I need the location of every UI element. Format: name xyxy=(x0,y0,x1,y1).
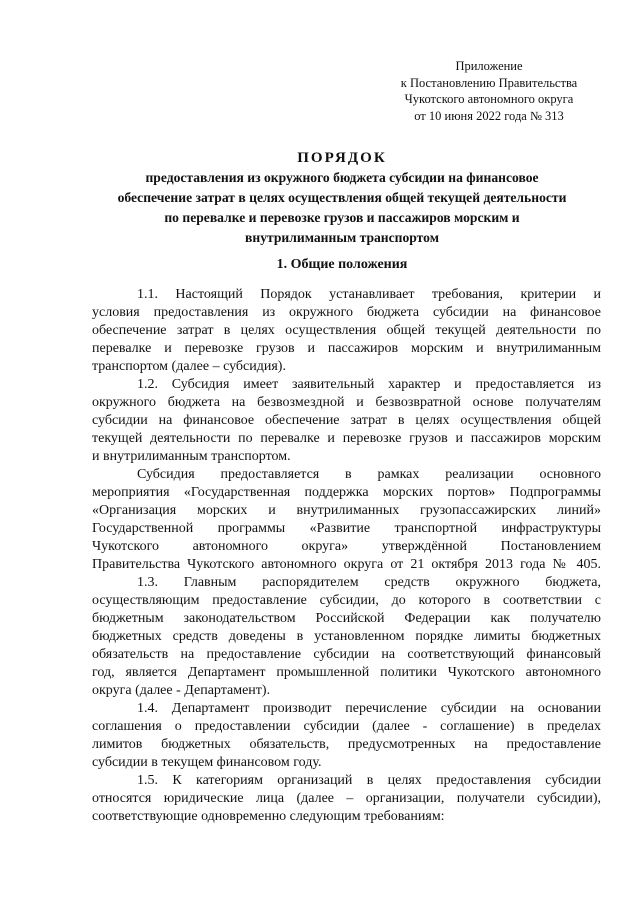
body-line: Субсидия предоставляется в рамках реализации основного xyxy=(137,467,601,482)
body-line: соглашения о предоставлении субсидии (далее - соглашение) в пределах xyxy=(92,719,601,734)
body-line: перевалке и перевозке грузов и пассажиров морским и внутрилиманным xyxy=(92,341,601,356)
subtitle-line: предоставления из окружного бюджета субсидии на финансовое xyxy=(145,170,539,185)
document-body xyxy=(92,286,601,826)
body-line: окружного бюджета на безвозмездной и безвозвратной основе получателям xyxy=(92,395,601,410)
body-line: текущей деятельности по перевалке и перевозке грузов и пассажиров морским xyxy=(92,431,601,446)
body-line: обеспечение затрат в целях осуществления общей текущей деятельности по xyxy=(92,323,601,338)
body-line: осуществляющим предоставление субсидии, до которого в соответствии с xyxy=(92,593,601,608)
body-line: соответствующие одновременно следующим требованиям: xyxy=(92,809,445,824)
subtitle-line: внутрилиманным транспортом xyxy=(245,230,439,245)
body-line: условия предоставления из окружного бюджета субсидии на финансовое xyxy=(92,305,601,320)
body-line: Государственной программы «Развитие транспортной инфраструктуры xyxy=(92,521,601,536)
section-heading: 1. Общие положения xyxy=(276,257,408,272)
appendix-line: Приложение xyxy=(455,59,523,73)
body-line: 1.2. Субсидия имеет заявительный характер и предоставляется из xyxy=(137,377,601,392)
body-line: 1.4. Департамент производит перечисление субсидии на основании xyxy=(137,701,601,716)
body-line: относятся юридические лица (далее – организации, получатели субсидии), xyxy=(92,791,601,806)
body-line: Правительства Чукотского автономного округа от 21 октября 2013 года № 405. xyxy=(92,557,601,572)
body-line: транспортом (далее – субсидия). xyxy=(92,359,286,374)
body-line: и внутрилиманным транспортом. xyxy=(92,449,291,464)
body-line: 1.1. Настоящий Порядок устанавливает требования, критерии и xyxy=(137,287,601,302)
appendix-line: Чукотского автономного округа xyxy=(404,92,574,106)
subtitle-line: обеспечение затрат в целях осуществления общей текущей деятельности xyxy=(117,190,567,205)
body-line: бюджетных средств доведены в установленном порядке лимиты бюджетных xyxy=(92,629,601,644)
body-line: 1.3. Главным распорядителем средств окружного бюджета, xyxy=(137,575,601,590)
body-line: субсидии на финансовое обеспечение затрат в целях осуществления общей xyxy=(92,413,601,428)
body-line: год, является Департамент промышленной политики Чукотского автономного xyxy=(92,665,601,680)
body-line: Чукотского автономного округа» утверждённой Постановлением xyxy=(92,539,601,554)
body-line: округа (далее - Департамент). xyxy=(92,683,271,698)
appendix-line: к Постановлению Правительства xyxy=(400,75,578,90)
body-line: лимитов бюджетных обязательств, предусмотренных на предоставление xyxy=(92,737,601,752)
body-line: бюджетным законодательством Российской Федерации как получателю xyxy=(92,611,601,626)
body-line: обязательств на предоставление субсидии на соответствующий финансовый xyxy=(92,647,601,662)
document-subtitle xyxy=(92,168,592,248)
subtitle-line: по перевалке и перевозке грузов и пассажиров морским и xyxy=(164,210,520,225)
appendix-block xyxy=(360,58,618,124)
body-line: «Организация морских и внутрилиманных грузопассажирских линий» xyxy=(92,503,601,518)
body-line: мероприятия «Государственная поддержка морских портов» Подпрограммы xyxy=(92,485,601,500)
body-line: 1.5. К категориям организаций в целях предоставления субсидии xyxy=(137,773,601,788)
appendix-line: от 10 июня 2022 года № 313 xyxy=(414,108,564,123)
document-title: ПОРЯДОК xyxy=(297,150,387,166)
body-line: субсидии в текущем финансовом году. xyxy=(92,755,322,770)
